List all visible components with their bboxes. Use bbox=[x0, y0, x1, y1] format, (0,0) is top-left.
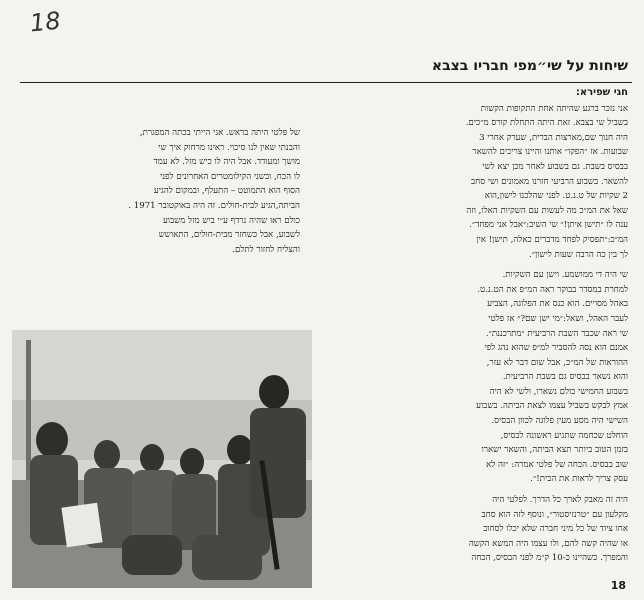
text-line: הסוף הוא התמוטט – התעלף, ובמקום להגיע bbox=[153, 186, 300, 197]
text-line: אני נזכר ברגע שהיתה אחת התקופות הקשות bbox=[480, 103, 628, 114]
text-line: כולם ראו שהיה נרדף ע״י ביש מזל משבוע bbox=[162, 215, 300, 226]
text-line: שאל את המ״כ מה לעשות עם השקיות האלו, וזה bbox=[466, 205, 628, 216]
text-line: מושך ומעודד. אבל היה לו כיש מזל. לא עמד bbox=[153, 157, 300, 168]
article-title: שיחות על שי״מפי חבריו בצבא bbox=[431, 58, 628, 74]
text-line: בבסיס בשבת. גם בשבוע לאחר מכן יצא לשי bbox=[482, 161, 628, 172]
text-line: השישי היה מסע מעין פלוגה לכוון הבסיס. bbox=[491, 416, 628, 427]
text-line: אמץ לבקש בשביל עצמו לצאת הביתה. בשבוע bbox=[476, 401, 628, 412]
text-line: ענה לו ״תישן איתן!״ שי השיב:״אבל אני מפחד״. bbox=[469, 220, 628, 231]
left-text-column bbox=[8, 126, 300, 255]
title-underline bbox=[20, 82, 632, 83]
text-line: שי ראה שכבר השבת הרביעית ״מתרכננת״. bbox=[485, 328, 628, 339]
text-line: של פלטי היתה בראש. אני הייתי בכתה המפגרת, bbox=[139, 128, 300, 138]
right-column-paragraphs bbox=[330, 102, 628, 566]
text-line: אמנם הוא נסה להסביר למ״פ שהוא נהג לפי bbox=[484, 343, 628, 354]
text-line: בשביל שי בצבא. זאת היתה התחלת קורס מ״כים. bbox=[465, 118, 628, 129]
text-line: והצליח לחזור לתלם. bbox=[232, 244, 300, 255]
text-line: המ״כ:״תפסיק לפחד מדברים כאלה, תישן! אין bbox=[476, 234, 628, 245]
speaker-name: חגי שפירא: bbox=[575, 87, 628, 98]
text-line: והמפרך. כשהיינו כ-10 ק״מ לפני הבסיס, הכחה bbox=[471, 553, 628, 564]
text-line: לו הכח, ובשני הקילומטרים האחרונים לפני bbox=[159, 171, 300, 182]
text-line: להשאר. בשבוע הרביעי חזרנו מאמונים ושי סחב bbox=[471, 176, 628, 187]
text-line: שי היה די ממושמע. וישן עם השקיות. bbox=[502, 270, 628, 281]
text-line: היה זה מאבק לארך כל הדרך. לפלטי היה bbox=[492, 495, 628, 506]
paragraph bbox=[330, 493, 628, 566]
paragraph bbox=[330, 268, 628, 487]
group-photo bbox=[12, 330, 312, 588]
text-line: שוב בבסיס. הכחה של פלטי אמרה: ״זה לא bbox=[486, 459, 628, 470]
right-text-column bbox=[330, 86, 628, 584]
text-line: היה חנוך שם,מארצות הברית, שערק אחרי 3 bbox=[479, 132, 628, 143]
text-line: או שהיה קשה להם, ולו עצמו היה המשא הקשה bbox=[468, 538, 628, 549]
text-line: שבועות. אז ״הפקו״ אותנו והיינו צריכים להשאר bbox=[472, 147, 628, 158]
text-line: למחרת במסדר בבוקר ראה המ״פ את הט.נ.ט. bbox=[477, 284, 628, 295]
text-line: והבנתי שאין לנו סיכוי. ראינו מרחוק איך שי bbox=[158, 142, 300, 153]
left-column-lines bbox=[8, 126, 300, 257]
text-line: הוחלט שכחמה שתגיע ראשונה לבסיס, bbox=[500, 430, 628, 441]
text-line: עסק צריך לראות את הבית!״. bbox=[530, 474, 628, 485]
text-line: לשבוע, אבל כשחזר מבית-חולים, התאושש bbox=[158, 230, 300, 241]
text-line: והוא נשאר בבסיס גם בשבת הרביעית. bbox=[502, 372, 628, 383]
text-line: באהל מסויים. הוא כנס את הפלוגה, הצביע bbox=[487, 299, 628, 310]
text-line: ההוראות של המ״כ, אבל שום דבר לא עזר, bbox=[486, 357, 628, 368]
text-line: בשבוע החמישי כולם נשארו, ולשי לא היה bbox=[489, 386, 628, 397]
page-number: 18 bbox=[610, 579, 626, 592]
paragraph bbox=[330, 102, 628, 263]
text-line: מקלעון עם ״טרנזיסטור״, ונוסף לזה הוא סחב bbox=[481, 509, 628, 520]
handwritten-page-number: 18 bbox=[28, 6, 62, 38]
text-line: 2 שקיות של ט.נ.ט. לפני שהלכנו לישון,הוא bbox=[484, 191, 628, 202]
text-line: אחו ציוד של כל מיני חברה שלא יכלו לסחוב bbox=[483, 524, 628, 535]
soldiers-group-photo-image bbox=[12, 330, 312, 588]
text-line: הביתה,הגיע לבית-חולים. זה היה באוקטובר 1971 . bbox=[128, 200, 300, 211]
text-line: לך בין כה הרבה שעות לישון״. bbox=[528, 249, 628, 260]
text-line: בזמן הטוב ביותר תצא הביתה, והשאר ישארו bbox=[481, 445, 628, 456]
text-line: לעבר האהל, ושאל:״מי ישן שם?״ אז פלטי bbox=[488, 313, 628, 324]
